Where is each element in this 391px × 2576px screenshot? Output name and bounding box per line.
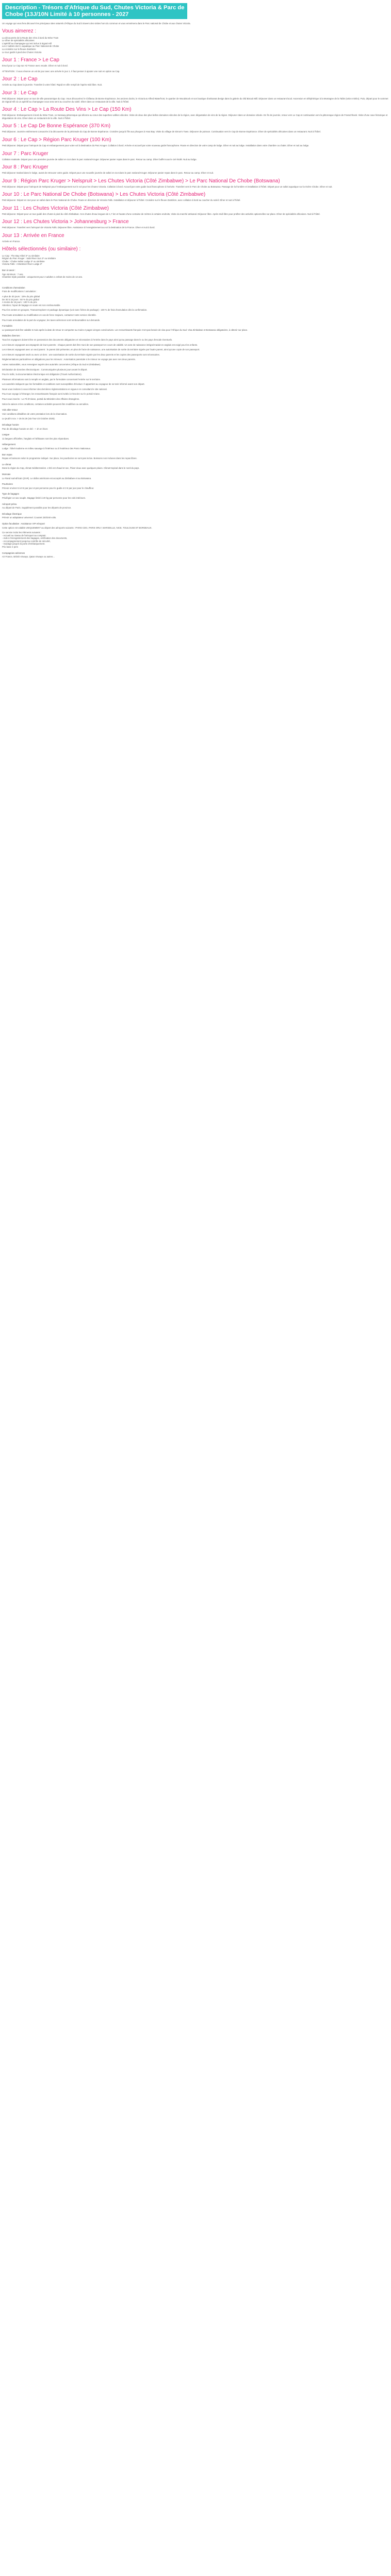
- info-paragraph: Les mineurs voyageant seuls ou avec un tiers : une autorisation de sortie du territoire signée par les deux parents et les copies des passeports sont nécessaires.: [2, 353, 160, 356]
- info-paragraph: Autres nationalités, vous renseigner auprès des autorités concernées (Afrique du Sud et Zimbabwe).: [2, 363, 101, 366]
- highlight-item: La croisière sur le fleuve Zambèze: [2, 47, 36, 50]
- condition-line: A moins de 15 jours : 100 % du prix: [2, 301, 37, 304]
- day-title: Jour 8 : Parc Kruger: [2, 164, 48, 171]
- good-to-know-line: Chambre triple possible : uniquement pour 2 adultes 1 enfant de moins de 12 ans.: [2, 276, 83, 279]
- info-paragraph: Pour le trafic, la documentation électronique est obligatoire (Travel Authorization).: [2, 373, 82, 376]
- flights-title: Vols aller-retour: [2, 409, 18, 412]
- day-title: Jour 3 : Le Cap: [2, 90, 38, 96]
- airport-title: Aéroport prévu: [2, 502, 17, 505]
- highlights-list: [2, 37, 391, 54]
- info-paragraph: Les mineurs voyageant avec un seul parent : le parent doit présenter, en plus de l'acte de naissance, une autorisation de sortie du territoire signée par l'autre parent, ainsi qu'une copie de son passeport.: [2, 348, 200, 351]
- climate-title: Le climat: [2, 463, 11, 466]
- good-to-know-line: Âge minimum : 7 ans.: [2, 273, 24, 276]
- hotels-list: [2, 255, 391, 266]
- vip-service-line: - Accompagnement jusqu'au contrôle de sécurité,: [2, 539, 51, 543]
- airport-text: Au départ de Paris. Supplément possible pour les départs de province.: [2, 506, 72, 510]
- day-text: Petit déjeuner. Départ pour l'aéroport de Nelspruit pour l'embarquement sur le vol pour les Chutes Victoria. Collation à bord. Accueil par votre guide local francophone à l'arrivée. Transfert vers le Parc de Chobe au Botswana. Passage de la frontière et installation à l'hôtel. Départ pour un safari aquatique sur la rivière Chobe. Dîner et nuit.: [2, 185, 333, 188]
- hotel-item: Victoria Falls : A'Zambezi River Lodge 3*: [2, 263, 42, 266]
- day-text: Collation matinale. Départ pour une première journée de safari en 4x4 dans le parc national Kruger. Déjeuner panier repas dans le parc. Retour au camp. Dîner buffet sous le ciel étoilé. Nuit au lodge.: [2, 158, 197, 161]
- info-paragraph: Déclaration de données électroniques : Communiquées plusieurs jours avant le départ.: [2, 368, 88, 371]
- electricity-title: Décalage électrique: [2, 512, 22, 515]
- currency-title: Monnaie: [2, 472, 11, 476]
- hotel-item: Région du Parc Kruger : Sabi River Sun 3* ou similaire: [2, 257, 56, 260]
- title-line-2: Chobe (13J/10N Limité à 10 personnes - 2027: [5, 11, 129, 18]
- highlight-item: Les 2 safaris dont 1 aquatique au Parc National de Chobe: [2, 45, 59, 48]
- day-text: Petit déjeuner. Journée entièrement consacrée à la découverte de la péninsule du Cap de Bonne Espérance. Croisière jusqu'à l'île aux phoques à Hout Bay. Visite du village de Simon's Town. Déjeuner de poisson. Continuation vers le Cap de Bonne Espérance. Dîner de spécialités africaines dans un restaurant. Nuit à l'hôtel.: [2, 130, 321, 133]
- day-title: Jour 5 : Le Cap De Bonne Espérance (370 Km): [2, 123, 111, 129]
- day-note: ATTENTION : il vous réserve un vol de jour avec une arrivée le jour 1. Il faut penser à ajouter une nuit en option au Cap.: [2, 70, 120, 73]
- good-to-know-title: Bon à savoir :: [2, 269, 16, 272]
- flights-text: Voir conditions détaillées de votre prestation lors de la réservation.: [2, 412, 68, 415]
- day-text: Envol pour Le Cap sur Air France avec escale. Dîner et nuit à bord.: [2, 64, 68, 67]
- luggage-text: Privilégier un sac souple. Bagage limité à 20 kg par personne pour les vols intérieurs.: [2, 496, 86, 499]
- day-text: Petit déjeuner matinal dans le lodge, avant de retrouver votre guide. Départ pour une nouvelle journée de safari en 4x4 dans le parc national Kruger. Déjeuner panier repas dans le parc. Retour au camp. Dîner et nuit.: [2, 172, 214, 175]
- intro-text: Un voyage qui vous fera découvrir les principaux sites naturels d'Afrique du Sud à travers des visites hors du commun et vous emmènera dans le Parc national de Chobe et aux chutes Victoria.: [2, 22, 191, 25]
- highlights-title: Vous aimerez :: [2, 28, 37, 34]
- electricity-text: Prévoir un adaptateur universel. Courant 220/240 volts.: [2, 516, 57, 519]
- day-title: Jour 11 : Les Chutes Victoria (Côté Zimbabwe): [2, 205, 109, 211]
- language-text: 11 langues officielles, l'anglais et l'afrikaans sont les plus répandues.: [2, 437, 70, 440]
- info-paragraph: Les autorités indiquent que les formalités et conditions sont susceptibles d'évoluer. Il appartient au voyageur de se tenir informé avant son départ.: [2, 383, 145, 386]
- info-paragraph: Nous vous invitons à vous informer des dernières réglementations en vigueur en consultant le site national.: [2, 387, 107, 391]
- meals-title: Bon repas: [2, 453, 12, 456]
- page: [0, 3, 391, 558]
- day-title: Jour 4 : Le Cap > La Route Des Vins > Le Cap (150 Km): [2, 107, 132, 113]
- tips-text: Prévoir environ 5 à 8 € par jour et par personne pour le guide et 3 € par jour pour le chauffeur.: [2, 486, 94, 489]
- day-title: Jour 13 : Arrivée en France: [2, 233, 64, 239]
- accommodation-text: Lodge : hôtel moderne en milieu sauvage à l'intérieur ou à l'extérieur des Parcs Nationaux.: [2, 447, 91, 450]
- language-title: Langue: [2, 433, 10, 436]
- day-title: Jour 6 : Le Cap > Région Parc Kruger (100 Km): [2, 137, 111, 143]
- conditions-block: [2, 286, 391, 558]
- vip-option-title: Option facultative : Assistance VIP Aéroport: [2, 522, 45, 525]
- vip-service-line: Ce service inclut les éléments suivants :: [2, 531, 42, 534]
- airlines-text: Air France, British Airways, Qatar Airways ou autres...: [2, 555, 55, 558]
- day-title: Jour 7 : Parc Kruger: [2, 150, 48, 157]
- formalities-text: Le passeport doit être valable 6 mois après la date de retour et comporter au moins 2 pages vierges consécutives. Les ressortissants français n'ont pas besoin de visa pour l'Afrique du Sud. Visa Zimbabwe et Botswana obligatoires, à obtenir sur place.: [2, 328, 248, 331]
- day-title: Jour 2 : Le Cap: [2, 76, 38, 82]
- vip-service-line: - Guidage jusqu'à la porte d'embarquement.: [2, 543, 45, 546]
- day-title: Jour 12 : Les Chutes Victoria > Johannesburg > France: [2, 219, 129, 225]
- climate-text: Dans la région du Cap, climat méditerranéen. L'été est chaud et sec, l'hiver doux avec quelques pluies. Climat tropical dans le nord du pays.: [2, 467, 140, 470]
- day-title: Jour 1 : France > Le Cap: [2, 57, 59, 63]
- luggage-title: Type de bagages: [2, 493, 19, 496]
- departure-line: Le jeudi 5 nov. > 19.04.26 (via Tour-23 Octobre 2026).: [2, 417, 55, 420]
- timezone-text: Pas de décalage horaire en été : + 1h en hiver.: [2, 427, 48, 430]
- day-text: Petit déjeuner. Départ pour un tour guidé des chutes à pied du côté Zimbabwe. Ces chutes d'eau longues de 1,7 km et hautes d'une centaine de mètres à certains endroits, Visite du marché artisanal. Déjeuner libre. Après-midi libre pour profiter des activités optionnelles sur place. Dîner de spécialités africaines. Nuit à l'hôtel.: [2, 212, 320, 215]
- day-text: Arrivée en France.: [2, 240, 21, 243]
- formalities-title: Formalités: [2, 325, 13, 328]
- highlight-item: Le tour guidé à pied des Chutes Victoria: [2, 50, 42, 54]
- info-paragraph: Réglementations particulières et obligations pour les mineurs : Autorisation parentale si le mineur ne voyage pas avec ses deux parents.: [2, 358, 136, 361]
- condition-line: Frais de modifications / annulation :: [2, 290, 37, 293]
- highlight-item: L'apéritif au champagne qui est inclus à Signal Hill: [2, 42, 52, 45]
- condition-line: A plus de 30 jours : 15% du prix global: [2, 295, 40, 298]
- conditions-title: Conditions d'annulation: [2, 286, 25, 289]
- meals-text: Repas et boissons selon le programme indiqué. Sur place, les pourboires ne sont pas inclus. Boissons non incluses dans les repas libres.: [2, 457, 137, 460]
- vip-service-line: - Aide à l'enregistrement des bagages, vérification des documents,: [2, 537, 68, 540]
- airlines-title: Compagnies aériennes: [2, 551, 25, 554]
- health-text: Tous les voyageurs doivent être en possession des documents obligatoires et nécessaires à l'entrée dans le pays ainsi qu'au passage dans le ou les pays d'escale éventuels.: [2, 338, 173, 341]
- day-text: Petit déjeuner. Départ pour un tour de ville panoramique du Cap. Vous découvrirez le Château de Bonne Espérance, les anciens docks, le Victoria & Alfred Waterfront, le quartier de Woodstock et son boutique d'artisanat design dans la galerie du Old Biscuit Mill. Déjeuner dans un restaurant local. Ascension en téléphérique à la Montagne de la Table (selon météo). Puis, départ pour le sommet de Signal Hill où un apéritif au champagne vous sera servi au coucher du soleil. Dîner dans un restaurant de la ville. Nuit à l'hôtel.: [2, 97, 388, 103]
- vip-service-line: - Accueil au niveau de l'aéroport au comptoir,: [2, 534, 46, 537]
- hotels-title: Hôtels sélectionnés (ou similaire) :: [2, 246, 81, 252]
- health-title: Maladies diverses :: [2, 334, 21, 337]
- day-text: Petit déjeuner. Départ en 4x4 pour un safari dans le Parc National de Chobe. Route en direction de Victoria Falls. Installation et déjeuner à l'hôtel. Croisière sur le fleuve Zambèze, avec collation à bord au coucher du soleil. Dîner et nuit à l'hôtel.: [2, 199, 241, 202]
- day-text: Petit déjeuner. Transfert vers l'aéroport de Victoria Falls. Déjeuner libre. Assistance à l'enregistrement au vol à destination de la France. Dîner et nuit à bord.: [2, 226, 155, 229]
- highlight-item: La découverte de la Route des Vins à bord du Wine Tram: [2, 36, 59, 39]
- condition-line: De 30 à 15 jours : 50 % du prix global: [2, 298, 39, 301]
- info-paragraph: Pour vous inscrire : Le Fil d'Ariane, portail du Ministère des Affaires étrangères.: [2, 398, 80, 401]
- vip-option-text: Cette option est valable UNIQUEMENT au départ des aéroports suivants : PARIS CDG, PARIS ORLY, MARSEILLE, NICE, TOULOUSE ET BORDEAUX.: [2, 526, 152, 529]
- day-title: Jour 10 : Le Parc National De Chobe (Botswana) > Les Chutes Victoria (Côté Zimbabwe): [2, 192, 206, 198]
- info-paragraph: Plusieurs informations sont à remplir en anglais, par le formulaire concernant l'entrée sur le territoire.: [2, 378, 101, 381]
- vip-price: Prix base 2 pers: [2, 546, 19, 549]
- day-text: Petit déjeuner. Embarquement à bord du Wine Tram, ce tramway pittoresque qui sillonne au cœur des superbes vallées viticoles. Visite de deux des plus belles domaines viticoles de la région, avec dégustation de vins de la région. Déjeuner dans un domaine viticole. En fin de journée, retour vers Le Cap et continuation vers la pittoresque région de Franschhoek. Visite d'une cave historique et dégustation de vins. Dîner dans un restaurant de la ville. Nuit à l'hôtel.: [2, 114, 388, 120]
- day-text: Petit déjeuner. Départ pour l'aéroport du Cap et embarquement pour votre vol à destination du Parc Kruger. Collation à bord. Arrivée et accueil par votre nouveau guide francophone. Route en direction de votre camp de lodge. Dîner et nuit au lodge. Installation dans votre chambre ou chalet. Dîner et nuit au lodge.: [2, 144, 309, 147]
- currency-text: Le Rand sud-africain (ZAR). Le dollar américain est accepté au Zimbabwe et au Botswana.: [2, 477, 92, 480]
- day-text: Arrivée au Cap dans la journée. Transfert à votre hôtel. Rapid en ville rempli de l'après-midi libre. Nuit.: [2, 83, 103, 87]
- condition-line: Pour toute annulation de la part du voyageur, les taxes aériennes sont remboursables sur demande.: [2, 318, 101, 321]
- condition-line: Pour les ventes en groupes, Transat Explorer et package dynamique (voir avec fiches de package) : 100 % de frais d'annulation dès la confirmation.: [2, 309, 148, 312]
- hotel-item: Chobe : Chobe Safari Lodge 3* ou similaire: [2, 260, 45, 263]
- timezone-title: Décalage horaire: [2, 423, 19, 427]
- hotel-item: Le Cap : The Bay Hôtel 4* ou similaire: [2, 254, 40, 257]
- tips-title: Pourboires: [2, 483, 13, 486]
- info-paragraph: Selon la saison et les conditions, certaines activités peuvent être modifiées ou annulées.: [2, 402, 89, 405]
- info-paragraph: Pour tout voyage à l'étranger, les ressortissants français sont invités à s'inscrire sur le portail Ariane.: [2, 393, 101, 396]
- info-paragraph: Les mineurs voyageant accompagnés de leurs parents : chaque parent doit être muni de son passeport en cours de validité. Un acte de naissance intégral traduit en anglais est exigé pour les enfants.: [2, 343, 198, 346]
- day-title: Jour 9 : Région Parc Kruger > Nelspruit > Les Chutes Victoria (Côté Zimbabwe) > Le Parc National De Chobe (Botswana): [2, 178, 280, 184]
- highlight-item: Le dîner de spécialités africaines: [2, 39, 35, 42]
- condition-line: Attention, l'ajout de bagage en soute est non remboursable.: [2, 303, 61, 307]
- accommodation-title: Hébergement: [2, 443, 16, 446]
- condition-line: Pour toute annulation ou modification en cas de force majeure, contactez notre service clientèle.: [2, 313, 96, 316]
- page-title: [2, 3, 187, 19]
- title-line-1: Description - Trésors d'Afrique du Sud, Chutes Victoria & Parc de: [5, 5, 185, 11]
